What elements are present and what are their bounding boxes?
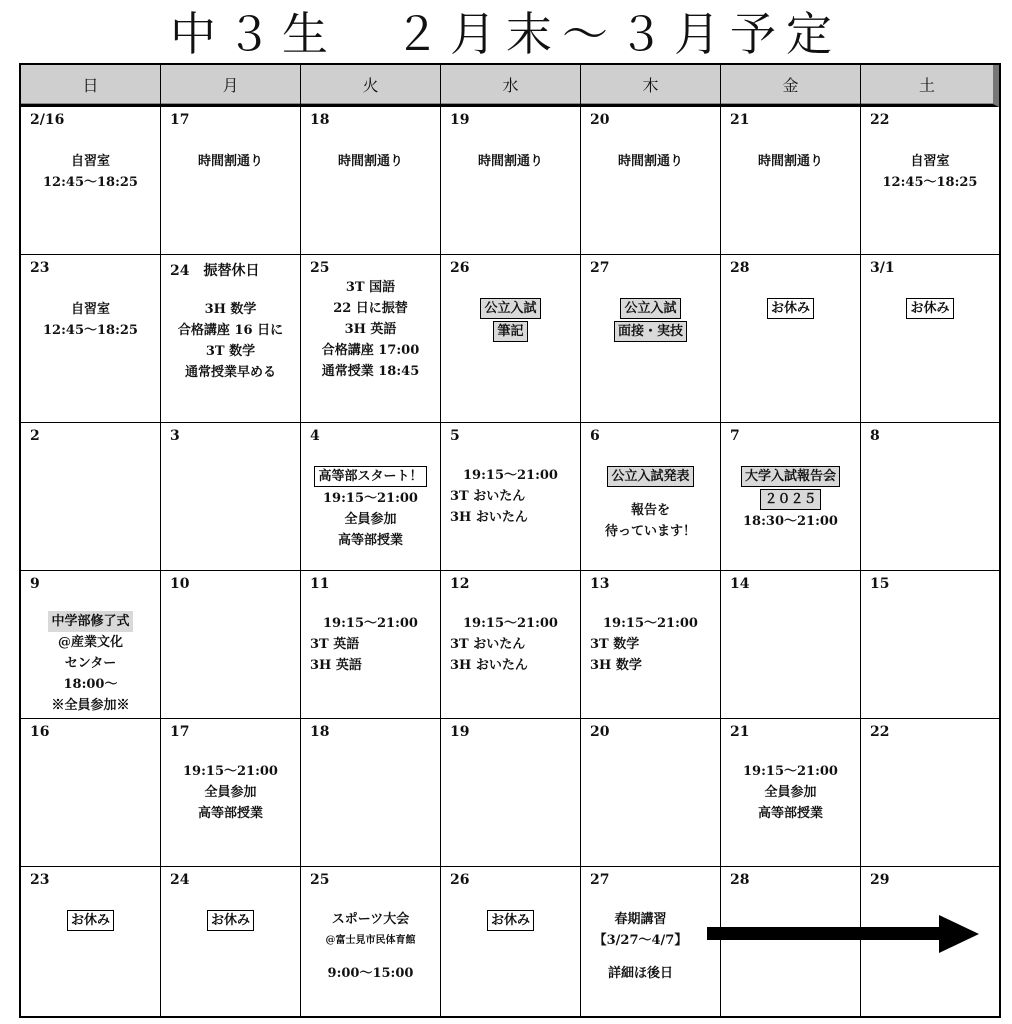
event-text: 自習室 — [910, 154, 950, 169]
event-text: 時間割通り — [477, 154, 543, 169]
event-venue: @富士見市民体育館 — [325, 935, 416, 946]
weekday-thu: 木 — [581, 65, 721, 107]
day-number: 26 — [450, 872, 470, 888]
day-number: 2 — [30, 428, 40, 444]
day-cell — [301, 107, 441, 255]
event-text: センター — [64, 656, 117, 671]
event-badge: 公立入試 — [620, 298, 680, 319]
event-time: 18:30～21:00 — [743, 514, 838, 529]
event-badge: 筆記 — [493, 321, 527, 342]
day-number: 28 — [730, 260, 750, 276]
event-time: 18:00～ — [63, 677, 118, 692]
day-cell — [21, 571, 161, 719]
day-number: 21 — [730, 112, 750, 128]
event-badge: 公立入試 — [480, 298, 540, 319]
holiday-badge: お休み — [67, 910, 114, 931]
calendar-grid — [19, 63, 1001, 1018]
day-number: 27 — [590, 872, 610, 888]
event-text: 高等部授業 — [757, 806, 823, 821]
event-badge: 公立入試発表 — [607, 466, 693, 487]
day-number: 20 — [590, 112, 610, 128]
day-cell — [581, 107, 721, 255]
weekday-sat: 土 — [861, 65, 999, 107]
day-number: 19 — [450, 112, 470, 128]
day-cell — [301, 571, 441, 719]
event-text: 通常授業 18:45 — [321, 364, 420, 379]
day-number: 15 — [870, 576, 890, 592]
event-time: 19:15～21:00 — [603, 616, 698, 631]
event-text: 全員参加 — [344, 512, 397, 527]
day-number: 18 — [310, 112, 330, 128]
day-number: 3 — [170, 428, 180, 444]
day-number: 12 — [450, 576, 470, 592]
event-text: 3H 英語 — [310, 658, 362, 673]
event-time: 19:15～21:00 — [463, 616, 558, 631]
day-number: 17 — [170, 724, 190, 740]
event-text: 3T おいたん — [450, 489, 526, 504]
day-cell — [21, 867, 161, 1016]
holiday-badge: お休み — [487, 910, 534, 931]
event-time: 19:15～21:00 — [323, 491, 418, 506]
day-number: 22 — [870, 724, 890, 740]
day-cell — [721, 719, 861, 867]
day-number: 20 — [590, 724, 610, 740]
event-text: 時間割通り — [757, 154, 823, 169]
day-number: 3/1 — [870, 260, 895, 276]
day-cell — [301, 423, 441, 571]
day-number: 27 — [590, 260, 610, 276]
day-cell — [161, 719, 301, 867]
event-time: 19:15～21:00 — [743, 764, 838, 779]
event-time: 19:15～21:00 — [323, 616, 418, 631]
event-text: 3H 英語 — [344, 322, 397, 337]
day-cell — [21, 255, 161, 423]
event-text: 全員参加 — [764, 785, 817, 800]
event-badge: 中学部修了式 — [48, 611, 132, 632]
day-number: 6 — [590, 428, 600, 444]
event-time: 9:00～15:00 — [327, 966, 414, 981]
event-badge: 大学入試報告会 — [741, 466, 840, 487]
day-number: 26 — [450, 260, 470, 276]
day-number: 2/16 — [30, 112, 65, 128]
day-number: 21 — [730, 724, 750, 740]
day-cell — [721, 423, 861, 571]
event-text: 時間割通り — [197, 154, 263, 169]
event-text: 22 日に振替 — [333, 301, 408, 316]
weekday-sun: 日 — [21, 65, 161, 107]
day-number: 28 — [730, 872, 750, 888]
event-badge: ２０２５ — [760, 489, 820, 510]
day-number: 25 — [310, 260, 330, 276]
event-text: 3H 数学 — [590, 658, 642, 673]
day-cell — [721, 255, 861, 423]
event-text: 自習室 — [70, 154, 110, 169]
event-time: 12:45～18:25 — [43, 323, 138, 338]
day-cell — [21, 719, 161, 867]
day-cell — [721, 571, 861, 719]
day-number: 16 — [30, 724, 50, 740]
event-badge: 面接・実技 — [614, 321, 687, 342]
weekday-mon: 月 — [161, 65, 301, 107]
event-text: @産業文化 — [57, 635, 123, 650]
event-text: 自習室 — [70, 302, 110, 317]
event-text: 時間割通り — [337, 154, 403, 169]
day-number: 14 — [730, 576, 750, 592]
day-cell — [861, 107, 999, 255]
day-number: 19 — [450, 724, 470, 740]
event-text: 3T 英語 — [310, 637, 360, 652]
weekday-tue: 火 — [301, 65, 441, 107]
day-number: 8 — [870, 428, 880, 444]
event-text: 通常授業早める — [184, 365, 276, 380]
day-number: 24 振替休日 — [170, 263, 260, 279]
day-cell — [161, 255, 301, 423]
event-time: 19:15～21:00 — [463, 468, 558, 483]
day-number: 18 — [310, 724, 330, 740]
day-cell — [861, 571, 999, 719]
day-number: 4 — [310, 428, 320, 444]
event-text: 3T 数学 — [590, 637, 640, 652]
event-time: 12:45～18:25 — [882, 175, 978, 190]
day-cell — [721, 107, 861, 255]
event-time: 12:45～18:25 — [43, 175, 138, 190]
day-number: 17 — [170, 112, 190, 128]
day-cell — [441, 423, 581, 571]
weekday-wed: 水 — [441, 65, 581, 107]
event-time: 19:15～21:00 — [183, 764, 278, 779]
event-badge: 高等部スタート！ — [314, 466, 426, 487]
event-text: 詳細ほ後日 — [607, 966, 673, 981]
day-cell — [301, 719, 441, 867]
day-number: 29 — [870, 872, 890, 888]
holiday-badge: お休み — [906, 298, 953, 319]
event-text: 時間割通り — [617, 154, 683, 169]
event-text: 3H おいたん — [450, 658, 528, 673]
page-title: 中３生 ２月末～３月予定 — [170, 7, 842, 61]
day-cell — [581, 571, 721, 719]
right-arrow-icon — [707, 915, 979, 953]
day-cell — [21, 107, 161, 255]
event-text: 待っています！ — [604, 524, 696, 539]
holiday-badge: お休み — [207, 910, 254, 931]
event-text: 3T 国語 — [345, 280, 396, 295]
event-text: 3T おいたん — [450, 637, 526, 652]
day-number: 23 — [30, 260, 50, 276]
day-cell — [161, 571, 301, 719]
day-cell — [161, 107, 301, 255]
day-cell — [21, 423, 161, 571]
day-cell — [441, 107, 581, 255]
day-cell — [861, 423, 999, 571]
day-number: 25 — [310, 872, 330, 888]
day-number: 23 — [30, 872, 50, 888]
event-text: 合格講座 16 日に — [177, 323, 284, 338]
event-text: 3H おいたん — [450, 510, 528, 525]
event-text: 合格講座 17:00 — [321, 343, 420, 358]
day-number: 11 — [310, 576, 330, 592]
day-cell — [441, 571, 581, 719]
day-cell — [161, 867, 301, 1016]
weekday-fri: 金 — [721, 65, 861, 107]
event-text: 3H 数学 — [204, 302, 257, 317]
event-text: 高等部授業 — [197, 806, 263, 821]
day-number: 10 — [170, 576, 190, 592]
day-cell — [581, 867, 721, 1016]
day-number: 22 — [870, 112, 890, 128]
day-cell — [301, 255, 441, 423]
day-cell — [581, 255, 721, 423]
day-cell — [441, 255, 581, 423]
day-cell — [301, 867, 441, 1016]
event-text: 【3/27～4/7】 — [593, 933, 688, 948]
day-cell — [161, 423, 301, 571]
day-number: 24 — [170, 872, 190, 888]
day-number: 9 — [30, 576, 40, 592]
event-text: スポーツ大会 — [331, 912, 410, 927]
day-number: 7 — [730, 428, 740, 444]
day-number: 13 — [590, 576, 610, 592]
day-cell — [861, 719, 999, 867]
event-text: 春期講習 — [614, 912, 667, 927]
day-number: 5 — [450, 428, 460, 444]
day-cell — [441, 719, 581, 867]
event-text: 高等部授業 — [337, 533, 403, 548]
event-text: 3T 数学 — [205, 344, 256, 359]
event-text: ※全員参加※ — [51, 698, 130, 713]
event-text: 報告を — [630, 503, 670, 518]
day-cell — [581, 423, 721, 571]
event-text: 全員参加 — [204, 785, 257, 800]
day-cell — [861, 255, 999, 423]
day-cell — [581, 719, 721, 867]
holiday-badge: お休み — [767, 298, 814, 319]
day-cell — [441, 867, 581, 1016]
